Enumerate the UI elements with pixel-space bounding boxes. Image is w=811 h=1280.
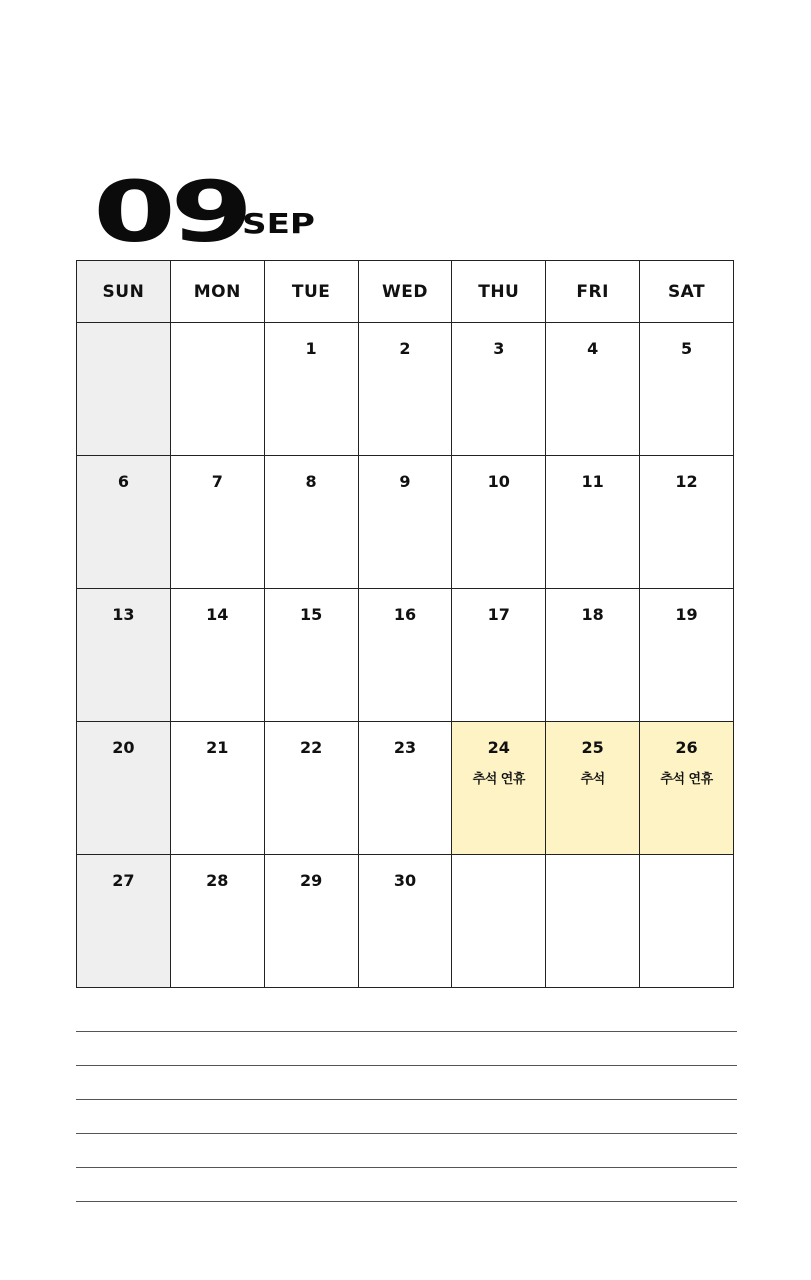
- day-number: 2: [399, 339, 411, 358]
- day-number: 24: [487, 738, 510, 757]
- day-cell[interactable]: [264, 722, 358, 855]
- day-number: 11: [581, 472, 604, 491]
- day-cell[interactable]: [358, 589, 452, 722]
- month-calendar-grid: [76, 260, 734, 988]
- week-row: [77, 589, 734, 722]
- empty-day-cell: [170, 323, 264, 456]
- day-number: 16: [393, 605, 417, 624]
- week-row: [77, 855, 734, 988]
- day-number: 10: [487, 472, 510, 491]
- note-line: [76, 1065, 737, 1066]
- calendar-header: [93, 163, 315, 261]
- day-number: 25: [581, 738, 604, 757]
- day-number: 12: [675, 472, 698, 491]
- day-cell[interactable]: [358, 855, 452, 988]
- day-number: 26: [675, 738, 698, 757]
- notes-area[interactable]: [76, 1031, 737, 1235]
- month-name: SEP: [242, 207, 315, 240]
- empty-day-cell: [77, 323, 171, 456]
- holiday-label: 추석 연휴: [472, 772, 525, 787]
- weekday-thu: THU: [452, 261, 546, 323]
- day-number: 30: [393, 871, 417, 890]
- day-number: 18: [581, 605, 604, 624]
- calendar-body: [77, 323, 734, 988]
- note-line: [76, 1201, 737, 1202]
- day-number: 15: [299, 605, 323, 624]
- day-cell[interactable]: [264, 456, 358, 589]
- day-cell[interactable]: [546, 722, 640, 855]
- month-number: 09: [93, 163, 248, 261]
- holiday-label: 추석 연휴: [660, 772, 713, 787]
- day-cell[interactable]: [358, 456, 452, 589]
- day-number: 1: [305, 339, 317, 358]
- day-number: 29: [299, 871, 323, 890]
- day-number: 6: [117, 472, 129, 491]
- day-number: 5: [680, 339, 693, 358]
- day-number: 17: [487, 605, 510, 624]
- day-cell[interactable]: [452, 323, 546, 456]
- day-number: 19: [675, 605, 698, 624]
- day-cell[interactable]: [452, 722, 546, 855]
- note-line: [76, 1133, 737, 1134]
- day-number: 4: [587, 339, 599, 358]
- day-cell[interactable]: [546, 323, 640, 456]
- note-line: [76, 1031, 737, 1032]
- day-cell[interactable]: [170, 456, 264, 589]
- day-cell[interactable]: [77, 456, 171, 589]
- day-cell[interactable]: [358, 323, 452, 456]
- empty-day-cell: [546, 855, 640, 988]
- weekday-sun: SUN: [77, 261, 171, 323]
- day-cell[interactable]: [546, 589, 640, 722]
- day-number: 28: [206, 871, 229, 890]
- week-row: [77, 456, 734, 589]
- weekday-tue: TUE: [264, 261, 358, 323]
- day-cell[interactable]: [452, 589, 546, 722]
- day-cell[interactable]: [640, 589, 734, 722]
- empty-day-cell: [640, 855, 734, 988]
- day-cell[interactable]: [640, 456, 734, 589]
- day-number: 7: [211, 472, 223, 491]
- weekday-wed: WED: [358, 261, 452, 323]
- day-number: 22: [299, 738, 323, 757]
- day-number: 3: [493, 339, 505, 358]
- empty-day-cell: [452, 855, 546, 988]
- day-cell[interactable]: [264, 855, 358, 988]
- day-cell[interactable]: [264, 589, 358, 722]
- weekday-mon: MON: [170, 261, 264, 323]
- day-number: 27: [112, 871, 135, 890]
- day-number: 9: [399, 472, 411, 491]
- day-cell[interactable]: [77, 589, 171, 722]
- day-cell[interactable]: [640, 323, 734, 456]
- day-cell[interactable]: [640, 722, 734, 855]
- day-number: 21: [206, 738, 229, 757]
- day-number: 8: [305, 472, 317, 491]
- day-number: 20: [112, 738, 135, 757]
- day-cell[interactable]: [170, 855, 264, 988]
- week-row: [77, 323, 734, 456]
- day-number: 14: [206, 605, 229, 624]
- holiday-label: 추석: [580, 772, 605, 787]
- day-cell[interactable]: [170, 589, 264, 722]
- day-cell[interactable]: [358, 722, 452, 855]
- weekday-sat: SAT: [640, 261, 734, 323]
- note-line: [76, 1099, 737, 1100]
- note-line: [76, 1167, 737, 1168]
- day-cell[interactable]: [170, 722, 264, 855]
- day-cell[interactable]: [77, 855, 171, 988]
- day-cell[interactable]: [77, 722, 171, 855]
- day-number: 23: [393, 738, 417, 757]
- day-cell[interactable]: [452, 456, 546, 589]
- weekday-fri: FRI: [546, 261, 640, 323]
- day-cell[interactable]: [546, 456, 640, 589]
- day-cell[interactable]: [264, 323, 358, 456]
- day-number: 13: [112, 605, 135, 624]
- weekday-header-row: [77, 261, 734, 323]
- week-row: [77, 722, 734, 855]
